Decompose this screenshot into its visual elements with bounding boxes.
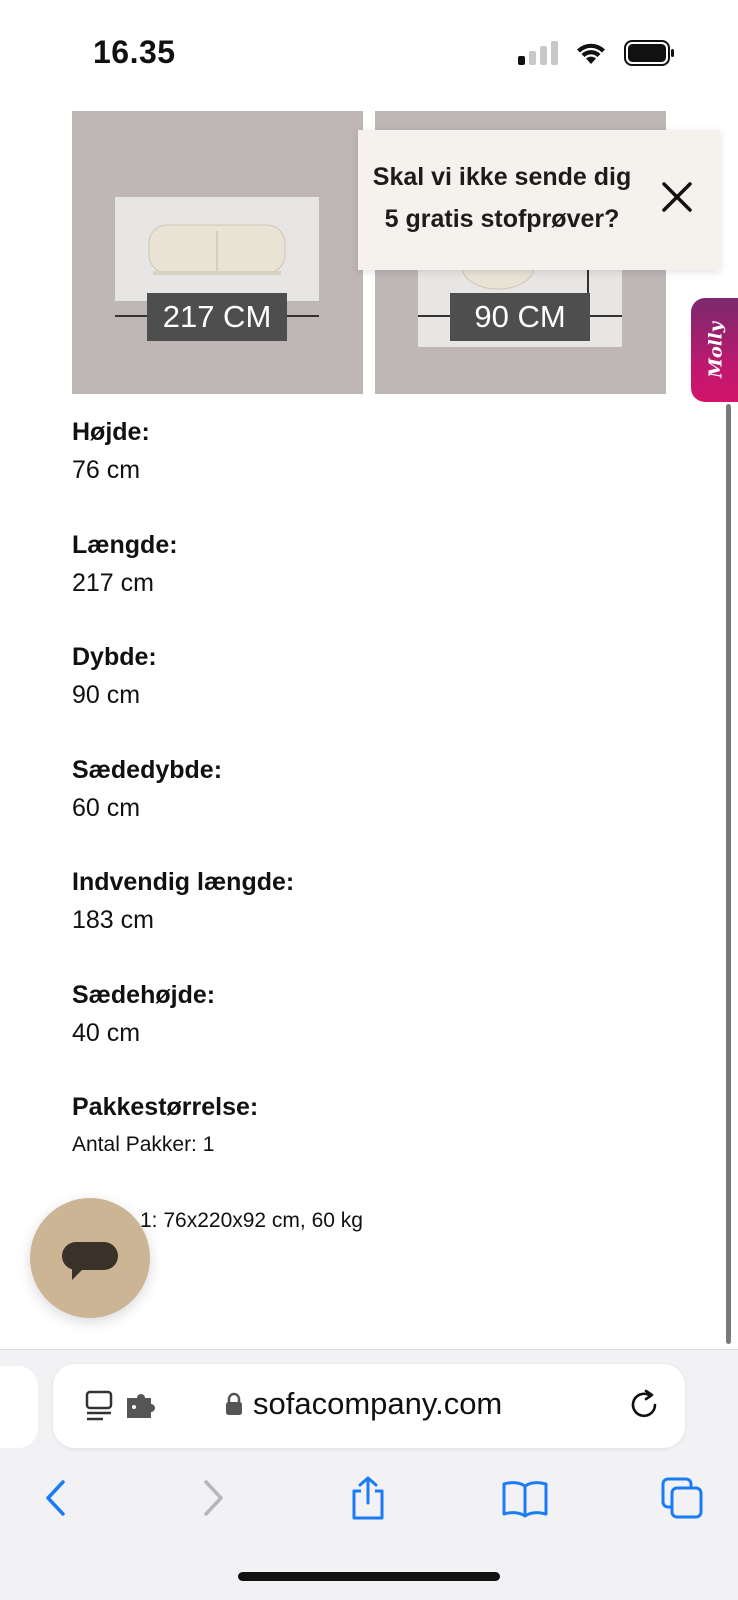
spec-value: Antal Pakker: 1 [72,1133,215,1156]
tabs-icon [660,1476,704,1520]
fabric-samples-popup[interactable] [358,130,720,270]
share-icon [348,1475,388,1521]
close-icon[interactable] [660,180,694,214]
spec-label: Dybde: [72,643,157,671]
browser-toolbar [0,1349,738,1600]
spec-label: Sædehøjde: [72,980,216,1009]
battery-icon [624,40,676,66]
chat-bubble-icon [30,1198,150,1318]
status-icons [518,40,676,66]
browser-nav-row [0,1468,738,1528]
forward-button[interactable] [184,1468,244,1528]
spec-height [72,412,692,525]
spec-label: Højde: [72,418,150,446]
spec-label: Indvendig længde: [72,868,295,896]
spec-value: 183 cm [72,906,154,934]
spec-label: Sædedybde: [72,755,223,784]
url-left-icons [85,1390,157,1422]
length-label: 217 CM [147,293,287,341]
reader-mode-icon[interactable] [85,1390,115,1422]
spec-label: Længde: [72,530,178,559]
spec-package-size [72,1087,692,1200]
spec-value: 217 cm [72,568,154,597]
spec-seat-height [72,975,692,1088]
share-button[interactable] [338,1468,398,1528]
popup-line-1: Skal vi ikke sende dig [372,163,632,191]
status-time: 16.35 [93,34,176,70]
spec-seat-depth [72,750,692,863]
spec-value: 76 cm [72,456,141,484]
package-details: 1: 76x220x92 cm, 60 kg [140,1209,363,1232]
spec-value: 90 cm [72,681,141,709]
back-icon [43,1479,67,1517]
page-scrollbar[interactable] [726,404,731,1344]
spec-value: 60 cm [72,793,141,822]
cellular-signal-icon [518,41,558,65]
home-indicator[interactable] [238,1572,500,1581]
reload-icon[interactable] [627,1388,661,1422]
length-dimension-image [72,111,363,394]
chat-button[interactable] [30,1198,150,1318]
bookmarks-icon [501,1478,549,1518]
popup-line-2: 5 gratis stofprøver? [384,205,620,233]
molly-side-tab[interactable] [691,298,738,402]
extension-icon[interactable] [125,1390,157,1422]
lock-icon [225,1392,243,1416]
bookmarks-button[interactable] [495,1468,555,1528]
tabs-button[interactable] [652,1468,712,1528]
address-bar[interactable] [53,1364,685,1448]
previous-tab-peek[interactable] [0,1366,38,1448]
spec-label: Pakkestørrelse: [72,1093,259,1121]
spec-inner-length [72,862,692,975]
product-specs [72,412,692,1200]
popup-message[interactable] [372,156,632,240]
molly-label: Molly [705,321,727,379]
wifi-icon [574,40,608,66]
forward-icon [202,1479,226,1517]
spec-value: 40 cm [72,1018,141,1047]
back-button[interactable] [25,1468,85,1528]
url-text: sofacompany.com [253,1386,503,1421]
depth-label: 90 CM [450,293,590,341]
sofa-front-image [115,197,319,301]
url-display[interactable] [225,1386,502,1422]
spec-length [72,525,692,638]
spec-depth [72,637,692,750]
